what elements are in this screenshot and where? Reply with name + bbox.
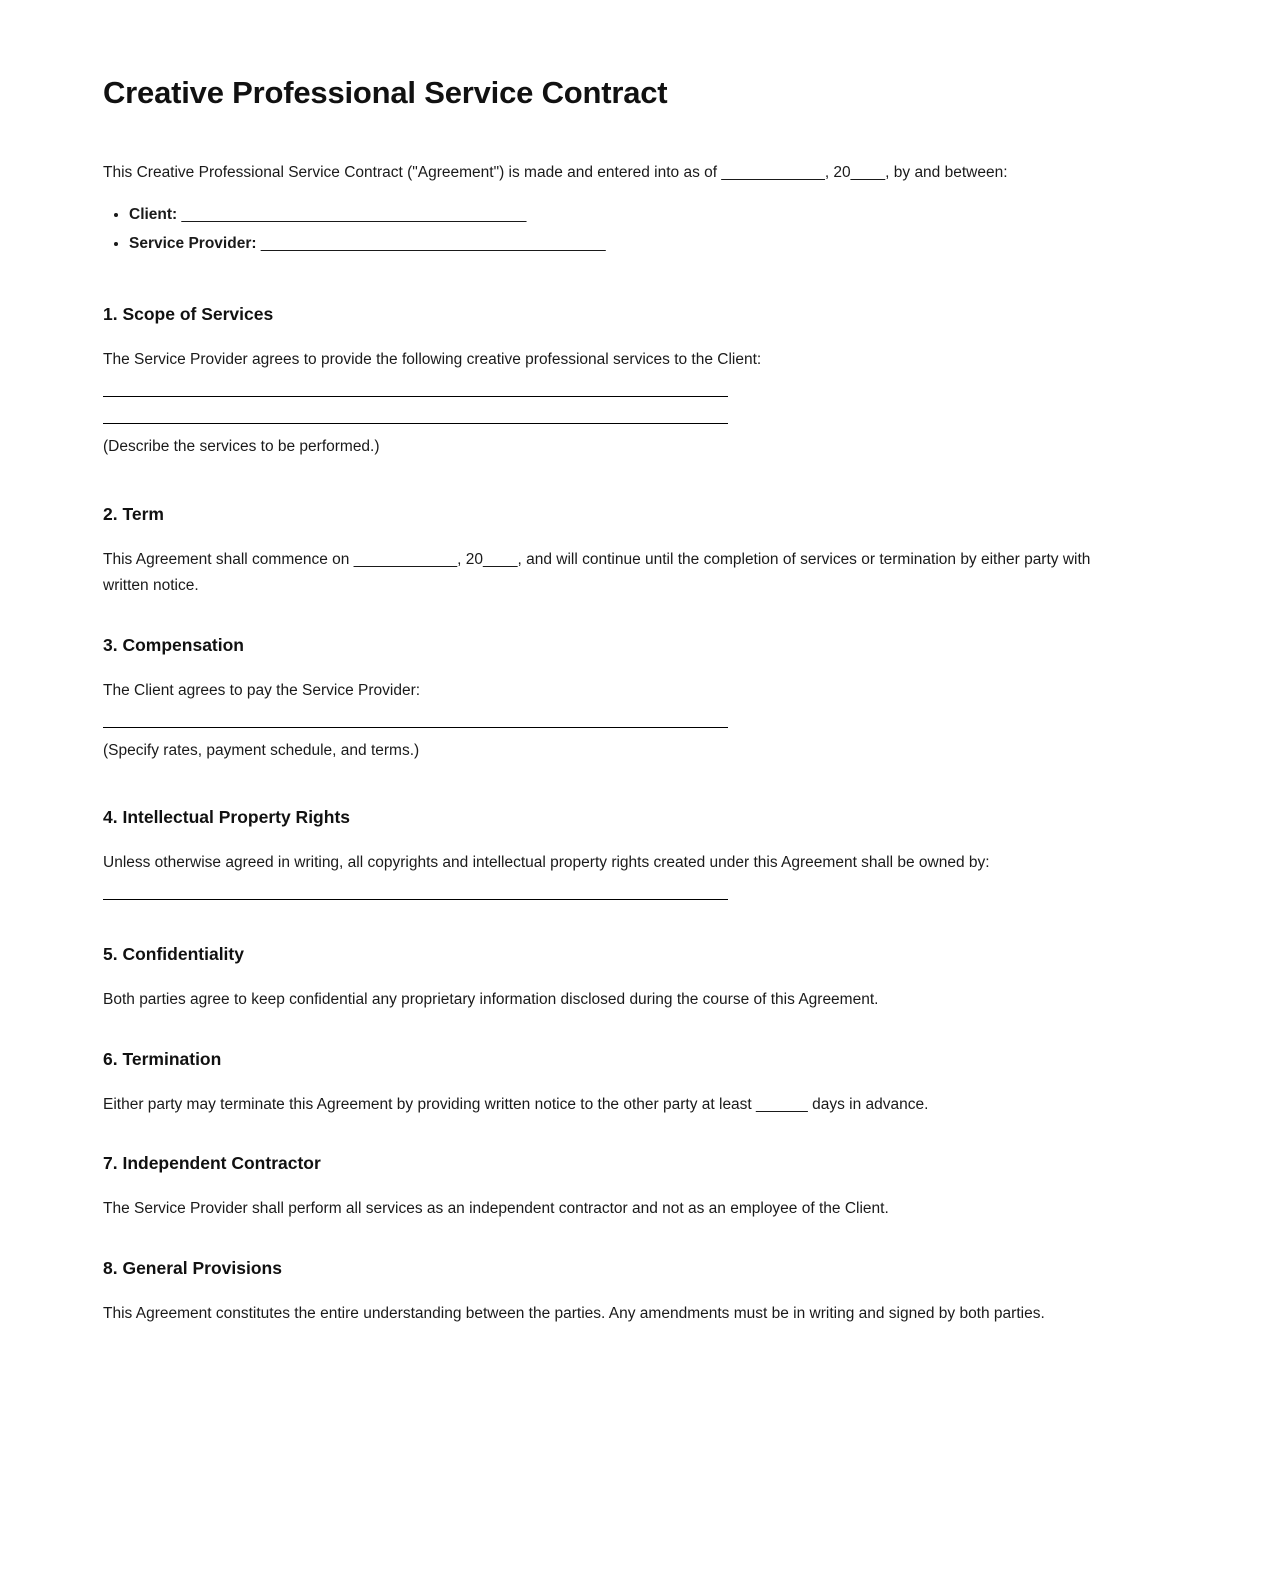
section-body-term: This Agreement shall commence on ____________, 20____, and will continue until the completion of services or termination by either party with written notice.: [103, 550, 1091, 595]
section-heading-term: 2. Term: [103, 503, 164, 524]
list-item: [129, 231, 1123, 258]
section-heading-termination: 6. Termination: [103, 1048, 222, 1069]
spacer: [103, 828, 1123, 850]
spacer: [103, 1070, 1123, 1092]
spacer: [103, 965, 1123, 987]
section-body-scope-of-services: The Service Provider agrees to provide the following creative professional services to the Client:: [103, 351, 762, 369]
document-content-area: [103, 0, 1123, 1323]
section-body-independent-contractor: The Service Provider shall perform all services as an independent contractor and not as an employee of the Client.: [103, 1200, 889, 1218]
section-heading-independent-contractor: 7. Independent Contractor: [103, 1153, 321, 1174]
spacer: [103, 260, 1123, 304]
party-blank-service-provider[interactable]: ________________________________________: [256, 235, 606, 253]
spacer: [103, 397, 1123, 423]
spacer: [103, 1174, 1123, 1196]
section-body-general-provisions: This Agreement constitutes the entire understanding between the parties. Any amendments must be in writing and signed by both parties.: [103, 1305, 1045, 1323]
section-heading-intellectual-property-rights: 4. Intellectual Property Rights: [103, 807, 350, 828]
spacer: [103, 900, 1123, 944]
spacer: [103, 1279, 1123, 1301]
spacer: [103, 1014, 1123, 1049]
spacer: [103, 1118, 1123, 1153]
section-body-intellectual-property-rights: Unless otherwise agreed in writing, all copyrights and intellectual property rights created under this Agreement shall be owned by:: [103, 854, 990, 872]
fill-in-lines-scope: [103, 374, 1123, 424]
section-heading-scope-of-services: 1. Scope of Services: [103, 304, 274, 325]
section-hint-compensation: (Specify rates, payment schedule, and terms.): [103, 741, 420, 759]
fill-in-lines-compensation: [103, 705, 1123, 728]
party-label-service-provider: Service Provider:: [129, 235, 257, 253]
section-hint-scope-of-services: (Describe the services to be performed.): [103, 437, 380, 455]
section-body-compensation: The Client agrees to pay the Service Provider:: [103, 682, 421, 699]
spacer: [103, 525, 1123, 547]
party-label-client: Client:: [129, 206, 178, 224]
spacer: [103, 325, 1123, 347]
spacer: [103, 600, 1123, 635]
parties-list: [103, 202, 1123, 258]
spacer: [103, 763, 1123, 807]
section-heading-confidentiality: 5. Confidentiality: [103, 944, 244, 965]
spacer: [103, 656, 1123, 678]
section-heading-compensation: 3. Compensation: [103, 635, 244, 655]
spacer: [103, 460, 1123, 504]
intro-paragraph: This Creative Professional Service Contract ("Agreement") is made and entered into as of ____________, 20____, by and between:: [103, 163, 1008, 181]
section-body-termination: Either party may terminate this Agreement by providing written notice to the other party at least ______ days in advance.: [103, 1095, 929, 1113]
spacer: [103, 1223, 1123, 1258]
section-heading-general-provisions: 8. General Provisions: [103, 1258, 282, 1279]
list-item: [129, 202, 1123, 229]
page-title: Creative Professional Service Contract: [103, 75, 668, 110]
fill-in-lines-ip: [103, 877, 1123, 900]
section-body-confidentiality: Both parties agree to keep confidential any proprietary information disclosed during the course of this Agreement.: [103, 991, 879, 1009]
party-blank-client[interactable]: ________________________________________: [177, 206, 527, 224]
